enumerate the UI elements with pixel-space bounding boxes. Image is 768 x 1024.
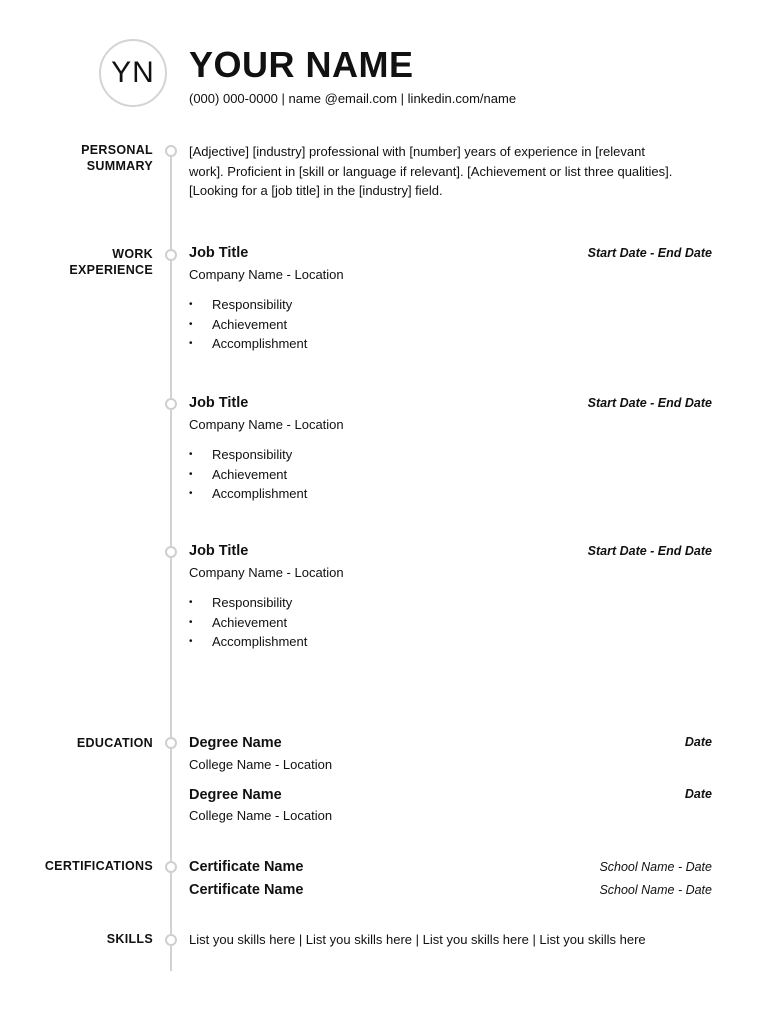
monogram-badge <box>99 39 167 107</box>
list-item <box>189 632 307 652</box>
bullet-icon: • <box>189 449 193 460</box>
bullet-text: Accomplishment <box>212 336 308 352</box>
section-label-certifications: CERTIFICATIONS <box>44 859 153 873</box>
bullet-icon: • <box>189 488 193 500</box>
degree-date: Date <box>684 735 712 749</box>
bullet-text: Responsibility <box>212 297 293 312</box>
list-item <box>189 613 307 633</box>
college-name: College Name - Location <box>189 808 333 823</box>
monogram-text: YN <box>111 56 155 89</box>
list-item <box>189 445 307 465</box>
section-label-skills: SKILLS <box>106 932 153 946</box>
list-item <box>189 465 307 485</box>
job-bullet-list <box>189 593 307 652</box>
job-title: Job Title <box>189 543 249 559</box>
bullet-icon: • <box>189 468 193 480</box>
bullet-text: Responsibility <box>212 447 293 462</box>
list-item <box>189 295 307 315</box>
degree-name: Degree Name <box>189 787 282 803</box>
summary-line: work]. Proficient in [skill or language if relevant]. [Achievement or list three qualities]. <box>189 163 673 179</box>
certificate-name: Certificate Name <box>189 859 304 875</box>
college-name: College Name - Location <box>189 757 333 772</box>
contact-info: (000) 000-0000 | name @email.com | linkedin.com/name <box>189 91 517 106</box>
job-bullet-list <box>189 445 307 504</box>
section-label-line: EXPERIENCE <box>69 263 153 277</box>
bullet-text: Achievement <box>212 316 288 332</box>
job-company: Company Name - Location <box>189 267 344 282</box>
job-dates: Start Date - End Date <box>587 544 712 558</box>
timeline-node <box>165 546 177 558</box>
summary-line: [Adjective] [industry] professional with [number] years of experience in [relevant <box>189 144 645 159</box>
job-bullet-list <box>189 295 307 354</box>
bullet-text: Achievement <box>212 614 288 630</box>
certificate-name: Certificate Name <box>189 882 304 898</box>
timeline-node <box>165 145 177 157</box>
degree-name: Degree Name <box>189 735 282 751</box>
candidate-name: YOUR NAME <box>189 44 414 85</box>
bullet-icon: • <box>189 616 193 628</box>
section-label-summary <box>81 142 153 174</box>
summary-line: [Looking for a [job title] in the [industry] field. <box>189 183 443 198</box>
bullet-icon: • <box>189 338 193 350</box>
section-label-education: EDUCATION <box>76 736 153 750</box>
job-dates: Start Date - End Date <box>587 396 712 410</box>
bullet-text: Responsibility <box>212 595 293 610</box>
bullet-text: Achievement <box>212 466 288 482</box>
bullet-icon: • <box>189 318 193 330</box>
timeline-node <box>165 737 177 749</box>
bullet-text: Accomplishment <box>212 634 308 650</box>
timeline-node <box>165 934 177 946</box>
timeline-line <box>170 148 172 971</box>
degree-date: Date <box>684 787 712 801</box>
section-label-line: SUMMARY <box>86 159 153 173</box>
timeline-node <box>165 861 177 873</box>
job-title: Job Title <box>189 395 249 411</box>
bullet-icon: • <box>189 299 193 310</box>
bullet-text: Accomplishment <box>212 486 308 502</box>
job-company: Company Name - Location <box>189 565 344 580</box>
certificate-detail: School Name - Date <box>599 860 712 874</box>
job-dates: Start Date - End Date <box>587 246 712 260</box>
personal-summary <box>189 142 719 201</box>
section-label-work-experience <box>69 246 153 278</box>
section-label-line: WORK <box>112 247 153 261</box>
timeline-node <box>165 249 177 261</box>
bullet-icon: • <box>189 636 193 648</box>
job-title: Job Title <box>189 245 249 261</box>
job-company: Company Name - Location <box>189 417 344 432</box>
timeline-node <box>165 398 177 410</box>
list-item <box>189 315 307 335</box>
list-item <box>189 593 307 613</box>
list-item <box>189 484 307 504</box>
section-label-line: PERSONAL <box>81 143 153 157</box>
bullet-icon: • <box>189 597 193 608</box>
list-item <box>189 334 307 354</box>
skills-list: List you skills here | List you skills here | List you skills here | List you skills here <box>189 932 646 947</box>
certificate-detail: School Name - Date <box>599 883 712 897</box>
